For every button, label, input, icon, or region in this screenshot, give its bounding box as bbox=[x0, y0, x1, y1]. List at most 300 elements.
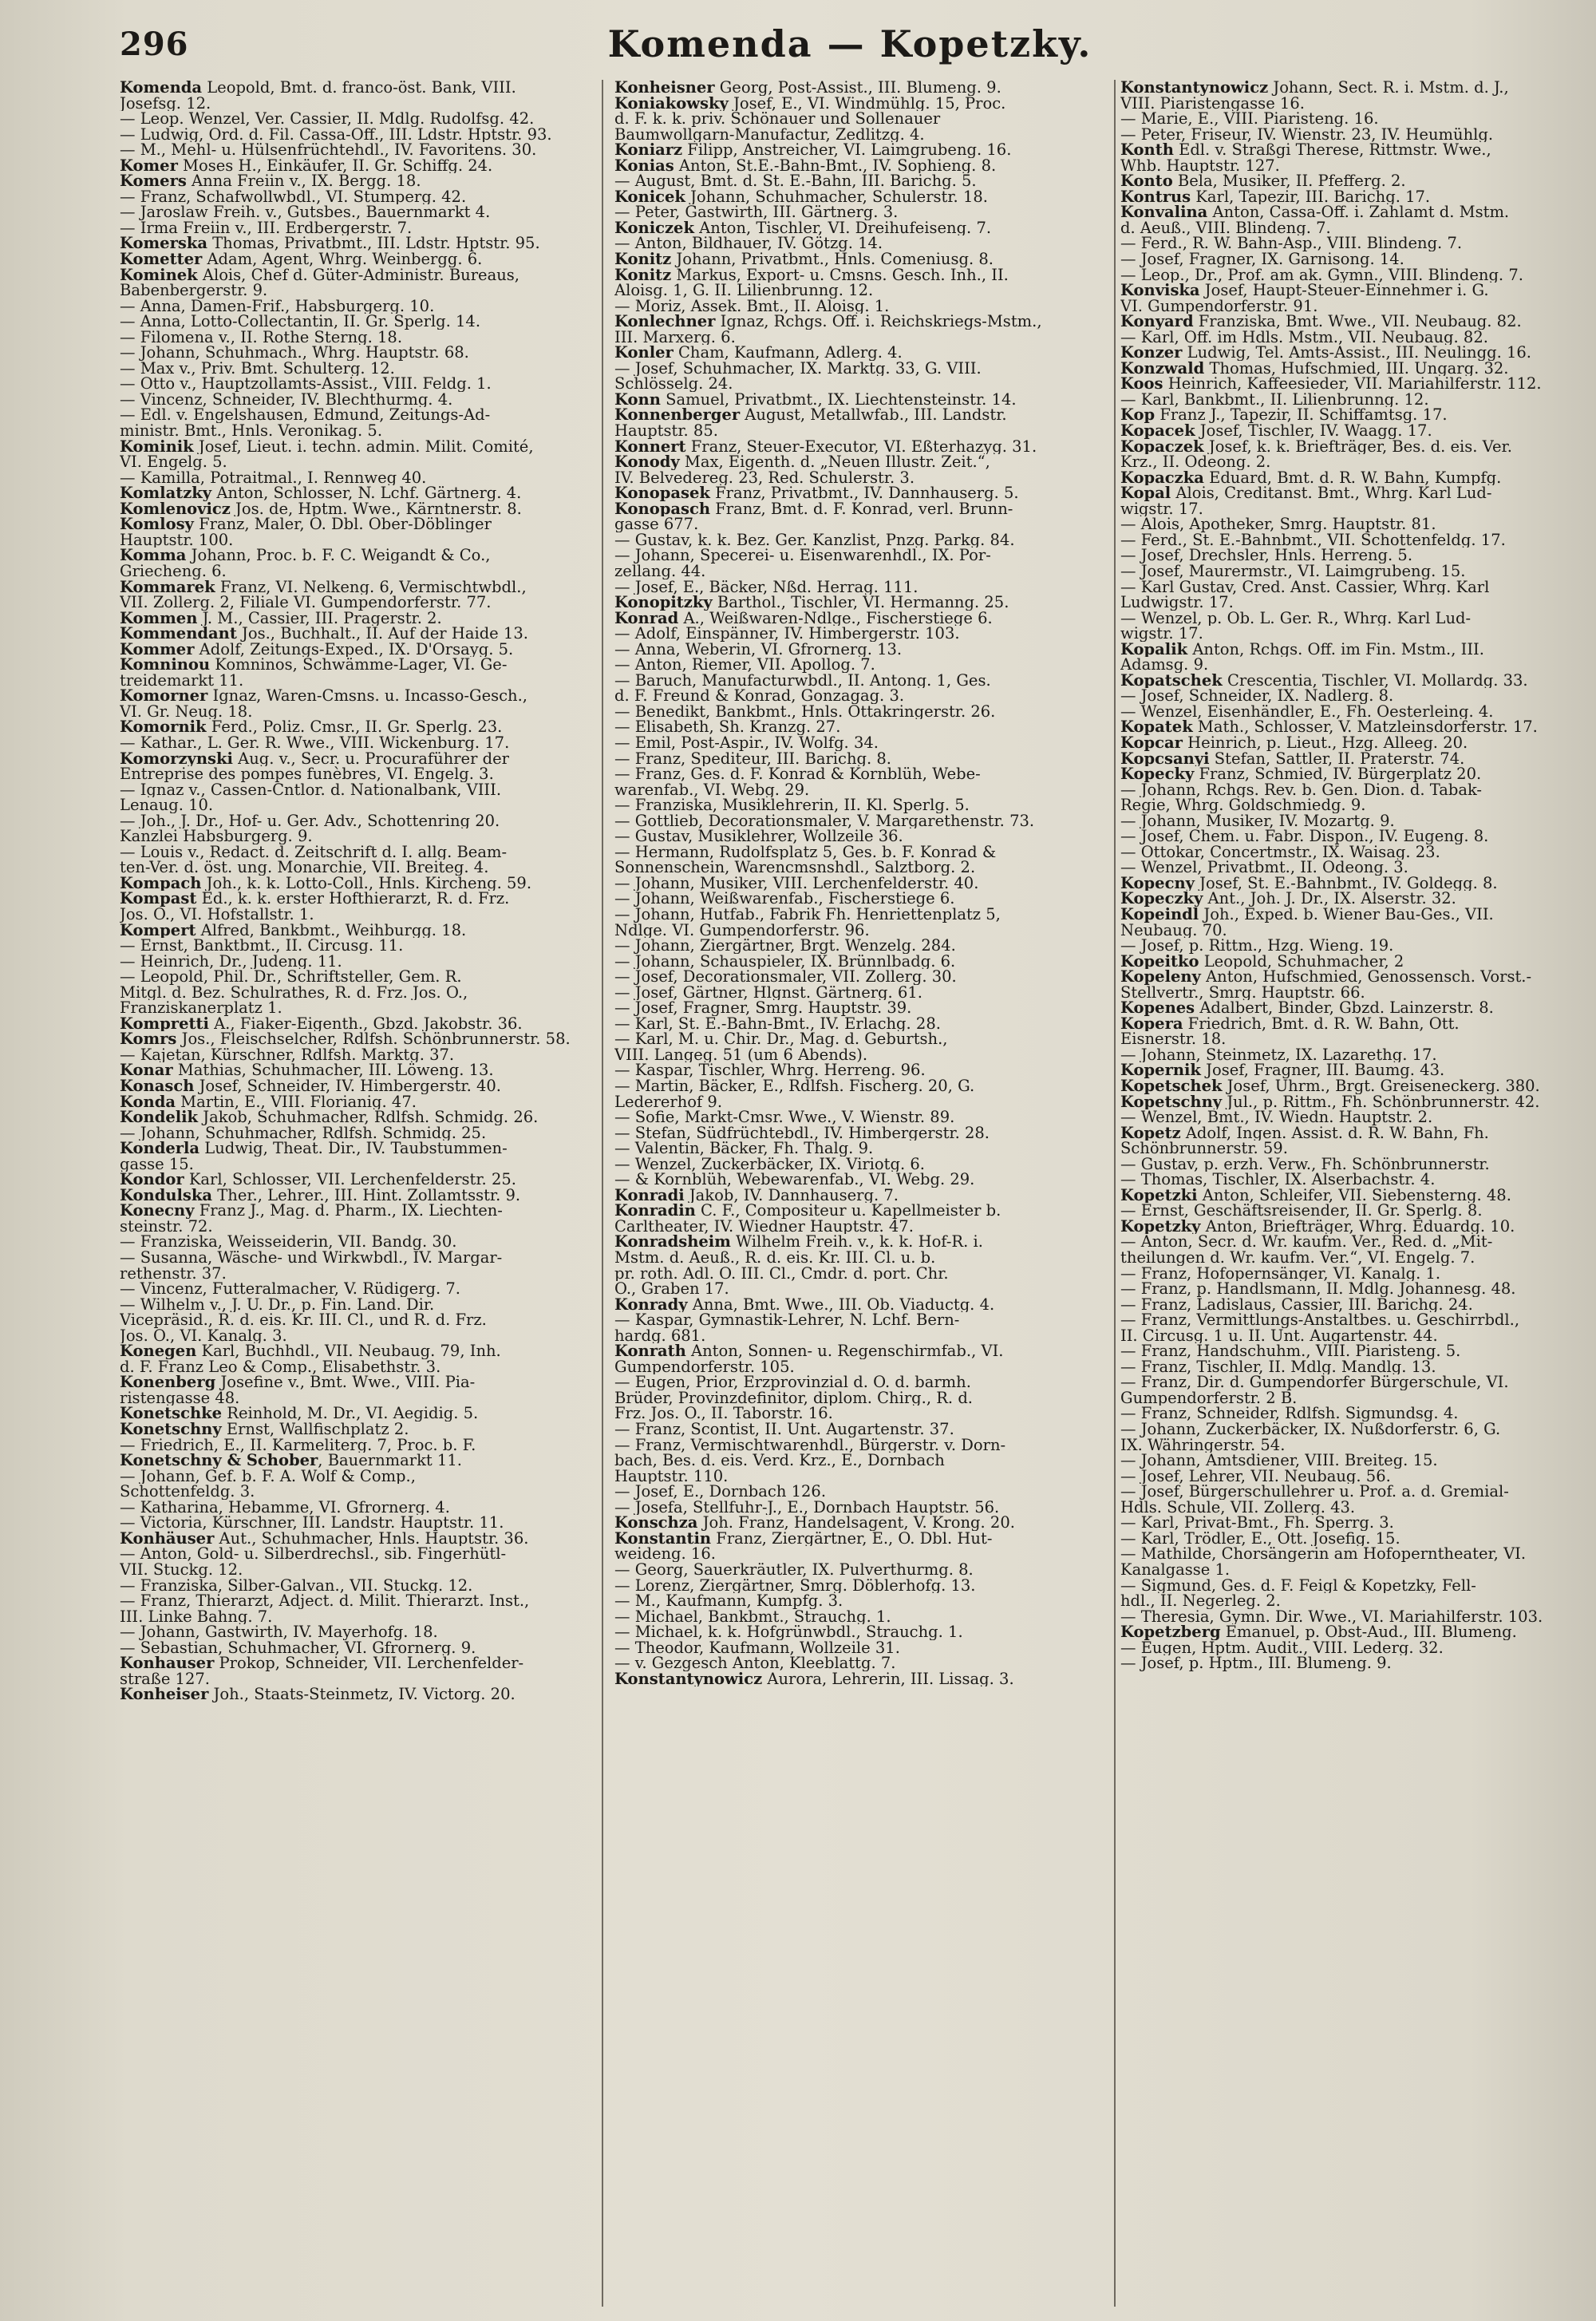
directory-entry bbox=[120, 1640, 573, 1656]
directory-entry bbox=[120, 923, 573, 939]
entry-text: — Franziska, Weisseiderin, VII. Bandg. 30. bbox=[120, 1234, 457, 1251]
directory-entry bbox=[1120, 96, 1580, 112]
entry-text: Anton, Briefträger, Whrg. Eduardg. 10. bbox=[1200, 1218, 1515, 1235]
entry-text: — Franz, Hofopernsänger, VI. Kanalg. 1. bbox=[1120, 1265, 1441, 1282]
directory-entry bbox=[120, 235, 573, 251]
entry-text: — Moriz, Assek. Bmt., II. Aloisg. 1. bbox=[614, 298, 890, 314]
entry-surname: Komerska bbox=[120, 235, 207, 252]
entry-text: — Leop. Wenzel, Ver. Cassier, II. Mdlg. Rudolfsg. 42. bbox=[120, 111, 535, 127]
entry-text: Schönbrunnerstr. 59. bbox=[1120, 1141, 1288, 1157]
directory-entry bbox=[1120, 111, 1580, 127]
entry-text: — Johann, Schuhmach., Whrg. Hauptstr. 68. bbox=[120, 345, 469, 361]
column-divider bbox=[602, 80, 603, 2307]
entry-text: Friedrich, Bmt. d. R. W. Bahn, Ott. bbox=[1183, 1015, 1460, 1032]
entry-text: — Thomas, Tischler, IX. Alserbachstr. 4. bbox=[1120, 1172, 1436, 1188]
entry-text: Franz, Schmied, IV. Bürgerplatz 20. bbox=[1194, 766, 1482, 782]
entry-text: Heinrich, p. Lieut., Hzg. Alleeg. 20. bbox=[1182, 734, 1468, 751]
entry-surname: Kommendant bbox=[120, 626, 237, 642]
directory-entry bbox=[614, 751, 1125, 767]
directory-entry bbox=[614, 251, 1125, 267]
entry-text: — Wenzel, Bmt., IV. Wiedn. Hauptstr. 2. bbox=[1120, 1109, 1433, 1125]
directory-entry bbox=[1120, 860, 1580, 876]
entry-text: Jos. de, Hptm. Wwe., Kärntnerstr. 8. bbox=[230, 500, 522, 517]
directory-entry bbox=[1120, 251, 1580, 267]
directory-entry bbox=[120, 1062, 573, 1078]
entry-text: — Johann, Schauspieler, IX. Brünnlbadg. 6. bbox=[614, 953, 956, 970]
directory-entry bbox=[120, 657, 573, 673]
entry-text: bach, Bes. d. eis. Verd. Krz., E., Dornbach bbox=[614, 1453, 945, 1469]
directory-entry bbox=[614, 1266, 1125, 1282]
entry-text: Jakob, Schuhmacher, Rdlfsh. Schmidg. 26. bbox=[198, 1109, 539, 1125]
entry-text: Josef, Lieut. i. techn. admin. Milit. Comité, bbox=[193, 438, 534, 455]
directory-column-3 bbox=[1120, 80, 1580, 2307]
entry-text: Alois, Creditanst. Bmt., Whrg. Karl Lud- bbox=[1171, 485, 1492, 501]
entry-text: — Ernst, Banktbmt., II. Circusg. 11. bbox=[120, 938, 404, 954]
directory-entry bbox=[614, 1172, 1125, 1188]
entry-text: Anton, Schleifer, VII. Siebensterng. 48. bbox=[1197, 1187, 1511, 1204]
directory-entry bbox=[120, 1203, 573, 1219]
entry-text: — Johann, Musiker, IV. Mozartg. 9. bbox=[1120, 813, 1395, 829]
entry-text: Jos., Fleischselcher, Rdlfsh. Schönbrunnerstr. 58. bbox=[176, 1031, 571, 1047]
entry-text: Franz J., Tapezir, II. Schiffamtsg. 17. bbox=[1155, 407, 1448, 424]
entry-text: Ludwigstr. 17. bbox=[1120, 595, 1234, 611]
directory-entry bbox=[614, 1453, 1125, 1469]
entry-text: Franziska, Bmt. Wwe., VII. Neubaug. 82. bbox=[1193, 314, 1522, 330]
entry-text: Josef, St. E.-Bahnbmt., IV. Goldegg. 8. bbox=[1194, 875, 1498, 892]
entry-text: — Karl Gustav, Cred. Anst. Cassier, Whrg. Karl bbox=[1120, 579, 1490, 595]
entry-text: Ferd., Poliz. Cmsr., II. Gr. Sperlg. 23. bbox=[206, 719, 503, 735]
directory-entry bbox=[120, 969, 573, 985]
directory-entry bbox=[120, 1500, 573, 1516]
entry-text: Aut., Schuhmacher, Hnls. Hauptstr. 36. bbox=[214, 1530, 529, 1547]
directory-entry bbox=[1120, 1562, 1580, 1578]
directory-entry bbox=[614, 1546, 1125, 1562]
directory-entry bbox=[614, 1188, 1125, 1204]
directory-entry bbox=[614, 923, 1125, 939]
entry-text: Johann, Proc. b. F. C. Weigandt & Co., bbox=[186, 548, 491, 563]
entry-text: — Sigmund, Ges. d. F. Feigl & Kopetzky, Fell- bbox=[1120, 1577, 1476, 1594]
entry-surname: Komorzynski bbox=[120, 750, 233, 767]
entry-surname: Konth bbox=[1120, 142, 1174, 158]
entry-surname: Kondulska bbox=[120, 1187, 213, 1204]
entry-text: Josef, E., VI. Windmühlg. 15, Proc. bbox=[728, 95, 1006, 112]
directory-entry bbox=[1120, 1406, 1580, 1421]
entry-text: — Franziska, Silber-Galvan., VII. Stuckg. 12. bbox=[120, 1577, 473, 1594]
entry-text: — Johann, Ziergärtner, Brgt. Wenzelg. 284. bbox=[614, 938, 956, 954]
directory-entry bbox=[120, 907, 573, 923]
entry-text: hardg. 681. bbox=[614, 1327, 706, 1344]
directory-entry bbox=[614, 485, 1125, 501]
entry-text: — Hermann, Rudolfsplatz 5, Ges. b. F. Konrad & bbox=[614, 844, 997, 860]
entry-text: — Anna, Weberin, VI. Gfrornerg. 13. bbox=[614, 641, 903, 658]
entry-text: Josef, k. k. Briefträger, Bes. d. eis. Ver. bbox=[1203, 438, 1512, 455]
entry-text: — Franz, Scontist, II. Unt. Augartenstr. 37. bbox=[614, 1421, 954, 1437]
entry-text: VI. Engelg. 5. bbox=[120, 454, 227, 470]
directory-entry bbox=[614, 938, 1125, 954]
directory-entry bbox=[1120, 969, 1580, 985]
directory-entry bbox=[120, 532, 573, 548]
entry-surname: Konopitzky bbox=[614, 595, 713, 611]
directory-entry bbox=[1120, 1016, 1580, 1032]
directory-entry bbox=[120, 1234, 573, 1250]
entry-text: Sonnenschein, Warencmsnshdl., Salztborg. 2. bbox=[614, 860, 976, 876]
entry-text: — Max v., Priv. Bmt. Schulterg. 12. bbox=[120, 360, 395, 377]
entry-text: — Baruch, Manufacturwbdl., II. Antong. 1, Ges. bbox=[614, 672, 991, 689]
directory-entry bbox=[614, 1000, 1125, 1016]
directory-entry bbox=[1120, 579, 1580, 595]
entry-surname: Kominik bbox=[120, 438, 194, 455]
directory-entry bbox=[120, 1000, 573, 1016]
directory-entry bbox=[1120, 766, 1580, 782]
directory-entry bbox=[1120, 1203, 1580, 1219]
directory-entry bbox=[1120, 1125, 1580, 1141]
entry-text: — Gustav, k. k. Bez. Ger. Kanzlist, Pnzg. Parkg. 84. bbox=[614, 532, 1015, 548]
directory-entry bbox=[1120, 1437, 1580, 1453]
entry-text: Alois, Chef d. Güter-Administr. Bureaus, bbox=[197, 267, 519, 283]
entry-surname: Konrath bbox=[614, 1343, 686, 1359]
entry-text: — Ignaz v., Cassen-Cntlor. d. Nationalbank, VIII. bbox=[120, 781, 502, 798]
directory-entry bbox=[1120, 376, 1580, 392]
entry-surname: Kommer bbox=[120, 641, 195, 658]
directory-entry bbox=[120, 1125, 573, 1141]
entry-text: — Josefa, Stellfuhr-J., E., Dornbach Hauptstr. 56. bbox=[614, 1499, 1000, 1516]
directory-entry bbox=[614, 1016, 1125, 1032]
entry-text: — v. Gezgesch Anton, Kleeblattg. 7. bbox=[614, 1655, 896, 1671]
entry-text: — Katharina, Hebamme, VI. Gfrornerg. 4. bbox=[120, 1499, 450, 1516]
directory-entry bbox=[614, 1531, 1125, 1547]
entry-text: Karl, Buchhdl., VII. Neubaug. 79, Inh. bbox=[196, 1343, 501, 1359]
directory-entry bbox=[1120, 1390, 1580, 1406]
directory-entry bbox=[120, 1219, 573, 1235]
entry-surname: Konda bbox=[120, 1093, 176, 1110]
directory-entry bbox=[1120, 158, 1580, 174]
directory-entry bbox=[614, 595, 1125, 611]
entry-surname: Kop bbox=[1120, 407, 1156, 424]
entry-text: Anton, St.E.-Bahn-Bmt., IV. Sophieng. 8. bbox=[674, 157, 997, 174]
directory-entry bbox=[1120, 891, 1580, 907]
entry-text: Joh. Franz, Handelsagent, V. Krong. 20. bbox=[697, 1515, 1015, 1531]
directory-entry bbox=[120, 220, 573, 236]
entry-text: Hdls. Schule, VII. Zollerg. 43. bbox=[1120, 1499, 1356, 1516]
entry-text: — Lorenz, Ziergärtner, Smrg. Döblerhofg. 13. bbox=[614, 1577, 976, 1594]
directory-entry bbox=[614, 735, 1125, 751]
entry-text: Ludwig, Theat. Dir., IV. Taubstummen- bbox=[200, 1141, 508, 1157]
directory-entry bbox=[614, 1578, 1125, 1594]
entry-text: — Friedrich, E., II. Karmeliterg. 7, Proc. b. F. bbox=[120, 1437, 476, 1453]
entry-text: steinstr. 72. bbox=[120, 1218, 213, 1235]
directory-entry bbox=[1120, 1062, 1580, 1078]
entry-text: — Franziska, Musiklehrerin, II. Kl. Sperlg. 5. bbox=[614, 797, 970, 813]
directory-entry bbox=[614, 189, 1125, 205]
directory-entry bbox=[120, 1453, 573, 1469]
entry-text: Kanalgasse 1. bbox=[1120, 1561, 1231, 1578]
directory-entry bbox=[120, 1312, 573, 1328]
directory-entry bbox=[614, 782, 1125, 798]
directory-entry bbox=[120, 376, 573, 392]
entry-text: — Josef, Maurermstr., VI. Laimgrubeng. 15. bbox=[1120, 563, 1466, 579]
entry-surname: Kopenes bbox=[1120, 1000, 1195, 1016]
entry-text: — Emil, Post-Aspir., IV. Wolfg. 34. bbox=[614, 734, 879, 751]
directory-entry bbox=[120, 407, 573, 423]
entry-text: Ernst, Wallfischplatz 2. bbox=[221, 1421, 409, 1437]
directory-entry bbox=[614, 907, 1125, 923]
entry-text: VI. Gr. Neug. 18. bbox=[120, 703, 253, 720]
entry-surname: Kopeczky bbox=[1120, 891, 1203, 907]
directory-entry bbox=[1120, 1094, 1580, 1110]
entry-text: Alfred, Bankbmt., Weihburgg. 18. bbox=[196, 922, 467, 939]
entry-text: gasse 15. bbox=[120, 1156, 194, 1172]
directory-entry bbox=[1120, 1609, 1580, 1625]
directory-entry bbox=[1120, 173, 1580, 189]
entry-text: Joh., Exped. b. Wiener Bau-Ges., VII. bbox=[1199, 906, 1494, 923]
directory-entry bbox=[614, 267, 1125, 283]
directory-entry bbox=[120, 173, 573, 189]
entry-text: — Valentin, Bäcker, Fh. Thalg. 9. bbox=[614, 1141, 874, 1157]
entry-surname: Konopasek bbox=[614, 485, 710, 501]
entry-text: III. Linke Bahng. 7. bbox=[120, 1608, 273, 1625]
entry-text: Ther., Lehrer., III. Hint. Zollamtsstr. 9. bbox=[212, 1187, 521, 1204]
entry-text: VI. Gumpendorferstr. 91. bbox=[1120, 298, 1318, 314]
entry-text: Franziskanerplatz 1. bbox=[120, 1000, 282, 1016]
directory-entry bbox=[1120, 1312, 1580, 1328]
entry-text: — Josef, Lehrer, VII. Neubaug. 56. bbox=[1120, 1468, 1391, 1485]
directory-entry bbox=[614, 1328, 1125, 1344]
directory-entry bbox=[120, 1172, 573, 1188]
entry-surname: Kompach bbox=[120, 875, 202, 892]
entry-text: weideng. 16. bbox=[614, 1546, 716, 1562]
entry-text: Adamsg. 9. bbox=[1120, 657, 1209, 673]
entry-text: Hauptstr. 85. bbox=[614, 423, 718, 439]
entry-text: Adam, Agent, Whrg. Weinbergg. 6. bbox=[202, 251, 483, 267]
directory-entry bbox=[120, 1390, 573, 1406]
entry-text: pr. roth. Adl. O. III. Cl., Cmdr. d. port. Chr. bbox=[614, 1265, 949, 1282]
directory-entry bbox=[614, 1031, 1125, 1047]
page-header bbox=[120, 22, 1580, 70]
directory-entry bbox=[1120, 1374, 1580, 1390]
directory-entry bbox=[614, 1406, 1125, 1421]
entry-surname: Komenda bbox=[120, 80, 203, 96]
directory-entry bbox=[614, 1609, 1125, 1625]
entry-text: Vicepräsid., R. d. eis. Kr. III. Cl., und R. d. Frz. bbox=[120, 1312, 487, 1328]
directory-entry bbox=[1120, 1593, 1580, 1609]
directory-entry bbox=[614, 954, 1125, 970]
entry-text: — Kajetan, Kürschner, Rdlfsh. Marktg. 37. bbox=[120, 1046, 455, 1063]
directory-entry bbox=[1120, 673, 1580, 689]
directory-entry bbox=[120, 844, 573, 860]
entry-surname: Kopetschny bbox=[1120, 1093, 1223, 1110]
entry-text: Joh., k. k. Lotto-Coll., Hnls. Kircheng. 59. bbox=[201, 875, 532, 892]
entry-text: — Gottlieb, Decorationsmaler, V. Margarethenstr. 73. bbox=[614, 813, 1035, 829]
entry-text: — Irma Freiin v., III. Erdbergerstr. 7. bbox=[120, 219, 413, 236]
entry-surname: Konar bbox=[120, 1062, 173, 1078]
entry-text: Schlösselg. 24. bbox=[614, 376, 733, 392]
entry-text: — Franz, Dir. d. Gumpendorfer Bürgerschule, VI. bbox=[1120, 1374, 1509, 1390]
entry-surname: Konderla bbox=[120, 1141, 200, 1157]
directory-entry bbox=[1120, 782, 1580, 798]
entry-surname: Kopera bbox=[1120, 1015, 1183, 1032]
entry-text: Jakob, IV. Dannhauserg. 7. bbox=[684, 1187, 899, 1204]
directory-entry bbox=[614, 407, 1125, 423]
entry-surname: Kompretti bbox=[120, 1015, 209, 1032]
entry-surname: Kopetzberg bbox=[1120, 1624, 1221, 1640]
entry-text: Ignaz, Rchgs. Off. i. Reichskriegs-Mstm., bbox=[715, 314, 1042, 330]
entry-text: Franz J., Mag. d. Pharm., IX. Liechten- bbox=[194, 1203, 503, 1219]
directory-entry bbox=[120, 1671, 573, 1687]
directory-entry bbox=[1120, 423, 1580, 439]
directory-entry bbox=[614, 1141, 1125, 1157]
entry-surname: Konschza bbox=[614, 1515, 698, 1531]
directory-entry bbox=[614, 579, 1125, 595]
directory-entry bbox=[614, 361, 1125, 377]
entry-text: — Kaspar, Tischler, Whrg. Herreng. 96. bbox=[614, 1062, 926, 1078]
entry-text: VII. Zollerg. 2, Filiale VI. Gumpendorferstr. 77. bbox=[120, 595, 492, 611]
entry-text: Brüder, Provinzdefinitor, diplom. Chirg., R. d. bbox=[614, 1390, 973, 1406]
directory-entry bbox=[120, 1515, 573, 1531]
entry-surname: Kommarek bbox=[120, 579, 215, 595]
entry-text: Mathias, Schuhmacher, III. Löweng. 13. bbox=[172, 1062, 494, 1078]
directory-entry bbox=[1120, 1219, 1580, 1235]
entry-text: — Ludwig, Ord. d. Fil. Cassa-Off., III. Ldstr. Hptstr. 93. bbox=[120, 126, 552, 143]
entry-text: — Vincenz, Futteralmacher, V. Rüdigerg. 7. bbox=[120, 1281, 460, 1297]
entry-surname: Koniakowsky bbox=[614, 95, 729, 112]
entry-surname: Komlatzky bbox=[120, 485, 212, 501]
entry-text: — Johann, Rchgs. Rev. b. Gen. Dion. d. Tabak- bbox=[1120, 781, 1483, 798]
directory-entry bbox=[120, 1266, 573, 1282]
entry-text: Franz, Steuer-Executor, VI. Eßterhazyg. 31. bbox=[685, 438, 1037, 455]
entry-text: — Wilhelm v., J. U. Dr., p. Fin. Land. Dir. bbox=[120, 1296, 435, 1313]
entry-surname: Konicek bbox=[614, 188, 685, 205]
directory-entry bbox=[614, 891, 1125, 907]
entry-surname: Kopatschek bbox=[1120, 672, 1223, 689]
entry-text: — Benedikt, Bankbmt., Hnls. Ottakringerstr. 26. bbox=[614, 703, 996, 720]
directory-entry bbox=[614, 876, 1125, 892]
directory-entry bbox=[1120, 1109, 1580, 1125]
entry-text: Johann, Schuhmacher, Schulerstr. 18. bbox=[685, 188, 988, 205]
entry-text: Ludwig, Tel. Amts-Assist., III. Neulingg. 16. bbox=[1182, 345, 1531, 361]
directory-entry bbox=[120, 611, 573, 627]
entry-text: Bela, Musiker, II. Pfefferg. 2. bbox=[1172, 173, 1406, 189]
entry-text: — Louis v., Redact. d. Zeitschrift d. I. allg. Beam- bbox=[120, 844, 508, 860]
directory-entry bbox=[120, 1686, 573, 1702]
entry-text: — Josef, p. Rittm., Hzg. Wieng. 19. bbox=[1120, 938, 1394, 954]
entry-text: Jos. O., VI. Hofstallstr. 1. bbox=[120, 906, 314, 923]
entry-text: Prokop, Schneider, VII. Lerchenfelder- bbox=[214, 1655, 524, 1671]
directory-entry bbox=[614, 158, 1125, 174]
directory-entry bbox=[1120, 1047, 1580, 1063]
directory-entry bbox=[614, 1593, 1125, 1609]
entry-surname: Konviska bbox=[1120, 283, 1200, 299]
entry-text: Adalbert, Binder, Gbzd. Lainzerstr. 8. bbox=[1195, 1000, 1494, 1016]
entry-surname: Kopeitko bbox=[1120, 953, 1199, 970]
entry-surname: Kompast bbox=[120, 891, 197, 907]
directory-entry bbox=[120, 204, 573, 220]
directory-entry bbox=[1120, 1453, 1580, 1469]
entry-text: Josefsg. 12. bbox=[120, 95, 211, 112]
directory-entry bbox=[1120, 235, 1580, 251]
directory-entry bbox=[1120, 704, 1580, 720]
entry-text: Griecheng. 6. bbox=[120, 563, 227, 579]
directory-entry bbox=[1120, 595, 1580, 611]
entry-text: — Franz, Vermischtwarenhdl., Bürgerstr. v. Dorn- bbox=[614, 1437, 1006, 1453]
entry-surname: Konstantin bbox=[614, 1530, 712, 1547]
entry-text: — Franz, Ladislaus, Cassier, III. Barichg. 24. bbox=[1120, 1296, 1473, 1313]
directory-entry bbox=[120, 267, 573, 283]
entry-surname: Konheiser bbox=[120, 1686, 209, 1702]
entry-text: VIII. Langeg. 51 (um 6 Abends). bbox=[614, 1046, 868, 1063]
entry-surname: Konrad bbox=[614, 610, 679, 627]
directory-entry bbox=[120, 891, 573, 907]
entry-text: — Josef, Schneider, IX. Nadlerg. 8. bbox=[1120, 688, 1394, 704]
directory-entry bbox=[120, 735, 573, 751]
directory-entry bbox=[614, 1374, 1125, 1390]
entry-text: — Karl, M. u. Chir. Dr., Mag. d. Geburtsh., bbox=[614, 1031, 948, 1047]
entry-text: — & Kornblüh, Webewarenfab., VI. Webg. 29. bbox=[614, 1172, 975, 1188]
directory-entry bbox=[1120, 142, 1580, 158]
entry-text: Ant., Joh. J. Dr., IX. Alserstr. 32. bbox=[1203, 891, 1456, 907]
entry-surname: Komers bbox=[120, 173, 187, 189]
entry-text: — Anna, Damen-Frif., Habsburgerg. 10. bbox=[120, 298, 435, 314]
directory-entry bbox=[1120, 1328, 1580, 1344]
directory-entry bbox=[1120, 876, 1580, 892]
directory-entry bbox=[614, 657, 1125, 673]
directory-entry bbox=[614, 1219, 1125, 1235]
entry-text: — Franz, Thierarzt, Adject. d. Milit. Thierarzt. Inst., bbox=[120, 1593, 530, 1609]
entry-surname: Komorner bbox=[120, 688, 208, 704]
directory-entry bbox=[614, 532, 1125, 548]
directory-entry bbox=[120, 485, 573, 501]
entry-text: rethenstr. 37. bbox=[120, 1265, 227, 1282]
directory-entry bbox=[614, 80, 1125, 96]
directory-entry bbox=[120, 1406, 573, 1421]
entry-text: hdl., II. Negerleg. 2. bbox=[1120, 1593, 1281, 1609]
entry-text: warenfab., VI. Webg. 29. bbox=[614, 781, 810, 798]
entry-surname: Koniczek bbox=[614, 219, 694, 236]
entry-surname: Konopasch bbox=[614, 500, 711, 517]
directory-entry bbox=[614, 673, 1125, 689]
directory-entry bbox=[614, 1312, 1125, 1328]
entry-text: — Sofie, Markt-Cmsr. Wwe., V. Wienstr. 89. bbox=[614, 1109, 955, 1125]
directory-entry bbox=[614, 392, 1125, 408]
directory-entry bbox=[120, 1047, 573, 1063]
entry-surname: Komlenovicz bbox=[120, 500, 231, 517]
entry-text: Jos. O., VI. Kanalg. 3. bbox=[120, 1327, 287, 1344]
directory-entry bbox=[1120, 828, 1580, 844]
directory-entry bbox=[1120, 626, 1580, 642]
entry-text: Barthol., Tischler, VI. Hermanng. 25. bbox=[712, 595, 1009, 611]
entry-text: — Theresia, Gymn. Dir. Wwe., VI. Mariahilferstr. 103. bbox=[1120, 1608, 1543, 1625]
directory-entry bbox=[614, 1515, 1125, 1531]
entry-text: Whb. Hauptstr. 127. bbox=[1120, 157, 1280, 174]
directory-entry bbox=[1120, 330, 1580, 346]
entry-text: — Josef, Schuhmacher, IX. Marktg. 33, G. VIII. bbox=[614, 360, 982, 377]
entry-text: Math., Schlosser, V. Matzleinsdorferstr. 17. bbox=[1192, 719, 1538, 735]
directory-entry bbox=[120, 828, 573, 844]
directory-entry bbox=[120, 158, 573, 174]
entry-surname: Konto bbox=[1120, 173, 1173, 189]
directory-entry bbox=[614, 1500, 1125, 1516]
entry-text: Emanuel, p. Obst-Aud., III. Blumeng. bbox=[1220, 1624, 1517, 1640]
entry-text: — Josef, Fragner, Smrg. Hauptstr. 39. bbox=[614, 1000, 912, 1016]
directory-entry bbox=[614, 813, 1125, 829]
entry-text: Josefine v., Bmt. Wwe., VIII. Pia- bbox=[215, 1374, 476, 1390]
entry-surname: Kopalik bbox=[1120, 641, 1188, 658]
entry-text: Filipp, Anstreicher, VI. Laimgrubeng. 16. bbox=[682, 142, 1012, 158]
directory-entry bbox=[120, 563, 573, 579]
entry-text: — Joh., J. Dr., Hof- u. Ger. Adv., Schottenring 20. bbox=[120, 813, 500, 829]
entry-text: — Leopold, Phil. Dr., Schriftsteller, Gem. R. bbox=[120, 969, 462, 985]
entry-surname: Komninou bbox=[120, 657, 211, 673]
directory-entry bbox=[1120, 345, 1580, 361]
